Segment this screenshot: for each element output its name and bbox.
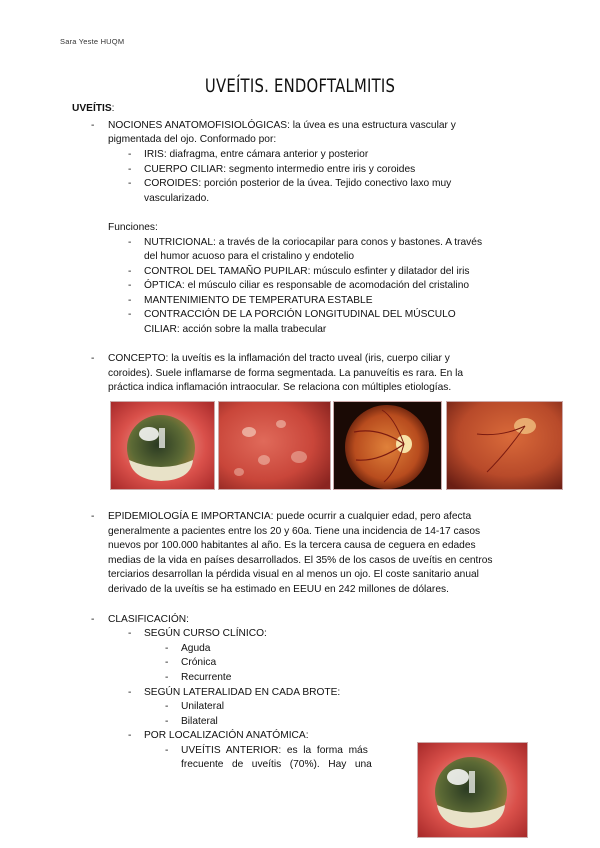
curso-item-cronica: Crónica: [181, 657, 217, 668]
anatomica-uveitis-anterior-line-2: frecuente de uveítis (70%). Hay una: [181, 759, 372, 770]
bullet-dash: -: [165, 672, 169, 683]
fundus-photo-optic-disc: [333, 401, 442, 490]
clasificacion-anatomica-label: POR LOCALIZACIÓN ANATÓMICA:: [144, 730, 309, 741]
anatomica-uveitis-anterior-line-1: UVEÍTIS ANTERIOR: es la forma más: [181, 745, 368, 756]
funciones-item-optica: ÓPTICA: el músculo ciliar es responsable de acomodación del cristalino: [144, 280, 470, 291]
page-title: UVEÍTIS. ENDOFTALMITIS: [204, 75, 396, 97]
bullet-dash: -: [128, 280, 132, 291]
eye-photo-anterior-uveitis: [417, 742, 528, 838]
epidemiologia-line-3: nuevos por 100.000 habitantes al año. Es la tercera causa de ceguera en edades: [108, 540, 476, 551]
funciones-item-nutricional-cont: del humor acuoso para el cristalino y endotelio: [144, 251, 355, 262]
funciones-label: Funciones:: [108, 222, 158, 233]
bullet-dash: -: [128, 309, 132, 320]
nociones-line-1: NOCIONES ANATOMOFISIOLÓGICAS: la úvea es una estructura vascular y: [108, 120, 456, 131]
bullet-dash: -: [91, 120, 95, 131]
section-heading: [72, 102, 114, 117]
bullet-dash: -: [128, 266, 132, 277]
nociones-item-coroides: COROIDES: porción posterior de la úvea. Tejido conectivo laxo muy: [144, 178, 452, 189]
funciones-item-contraccion-cont: CILIAR: acción sobre la malla trabecular: [144, 324, 327, 335]
clasificacion-curso-label: SEGÚN CURSO CLÍNICO:: [144, 628, 267, 639]
lateralidad-item-unilateral: Unilateral: [181, 701, 225, 712]
author-header: Sara Yeste HUQM: [60, 37, 125, 46]
bullet-dash: -: [91, 353, 95, 364]
bullet-dash: -: [165, 643, 169, 654]
bullet-dash: -: [165, 701, 169, 712]
eye-photo-hypopyon: [110, 401, 215, 490]
fundus-photo-lesion: [446, 401, 563, 490]
bullet-dash: -: [128, 687, 132, 698]
epidemiologia-line-6: derivado de la uveítis se ha estimado en EEUU en 242 millones de dólares.: [108, 584, 449, 595]
nociones-line-2: pigmentada del ojo. Conformado por:: [108, 134, 277, 145]
funciones-item-contraccion: CONTRACCIÓN DE LA PORCIÓN LONGITUDINAL DEL MÚSCULO: [144, 309, 456, 320]
nociones-item-coroides-cont: vascularizado.: [144, 193, 210, 204]
bullet-dash: -: [128, 237, 132, 248]
nociones-item-iris: IRIS: diafragma, entre cámara anterior y posterior: [144, 149, 369, 160]
bullet-dash: -: [165, 745, 169, 756]
bullet-dash: -: [128, 164, 132, 175]
bullet-dash: -: [165, 716, 169, 727]
lateralidad-item-bilateral: Bilateral: [181, 716, 218, 727]
bullet-dash: -: [128, 295, 132, 306]
fundus-photo-spots: [218, 401, 331, 490]
funciones-item-nutricional: NUTRICIONAL: a través de la coriocapilar para conos y bastones. A través: [144, 237, 483, 248]
curso-item-recurrente: Recurrente: [181, 672, 232, 683]
section-heading-label: UVEÍTIS: [72, 103, 112, 114]
section-heading-colon: :: [111, 103, 115, 114]
funciones-item-control-pupilar: CONTROL DEL TAMAÑO PUPILAR: músculo esfinter y dilatador del iris: [144, 266, 470, 277]
epidemiologia-line-2: generalmente a pacientes entre los 20 y 60a. Tiene una incidencia de 14-17 casos: [108, 526, 481, 537]
concepto-line-3: práctica indica inflamación intraocular. Se relaciona con múltiples etiologías.: [108, 382, 452, 393]
curso-item-aguda: Aguda: [181, 643, 211, 654]
bullet-dash: -: [91, 511, 95, 522]
nociones-item-cuerpo-ciliar: CUERPO CILIAR: segmento intermedio entre iris y coroides: [144, 164, 416, 175]
epidemiologia-line-5: terciarios desarrollan la pérdida visual en al menos un ojo. El coste sanitario anual: [108, 569, 479, 580]
bullet-dash: -: [91, 614, 95, 625]
clasificacion-lateralidad-label: SEGÚN LATERALIDAD EN CADA BROTE:: [144, 687, 341, 698]
funciones-item-temperatura: MANTENIMIENTO DE TEMPERATURA ESTABLE: [144, 295, 373, 306]
bullet-dash: -: [128, 730, 132, 741]
epidemiologia-line-4: medias de la vida en países desarrollados. El 35% de los casos de uveítis en centros: [108, 555, 493, 566]
clasificacion-label: CLASIFICACIÓN:: [108, 614, 189, 625]
bullet-dash: -: [165, 657, 169, 668]
bullet-dash: -: [128, 178, 132, 189]
bullet-dash: -: [128, 149, 132, 160]
concepto-line-2: coroides). Suele inflamarse de forma segmentada. La panuveítis es rara. En la: [108, 368, 464, 379]
epidemiologia-line-1: EPIDEMIOLOGÍA E IMPORTANCIA: puede ocurrir a cualquier edad, pero afecta: [108, 511, 472, 522]
bullet-dash: -: [128, 628, 132, 639]
concepto-line-1: CONCEPTO: la uveítis es la inflamación del tracto uveal (iris, cuerpo ciliar y: [108, 353, 450, 364]
